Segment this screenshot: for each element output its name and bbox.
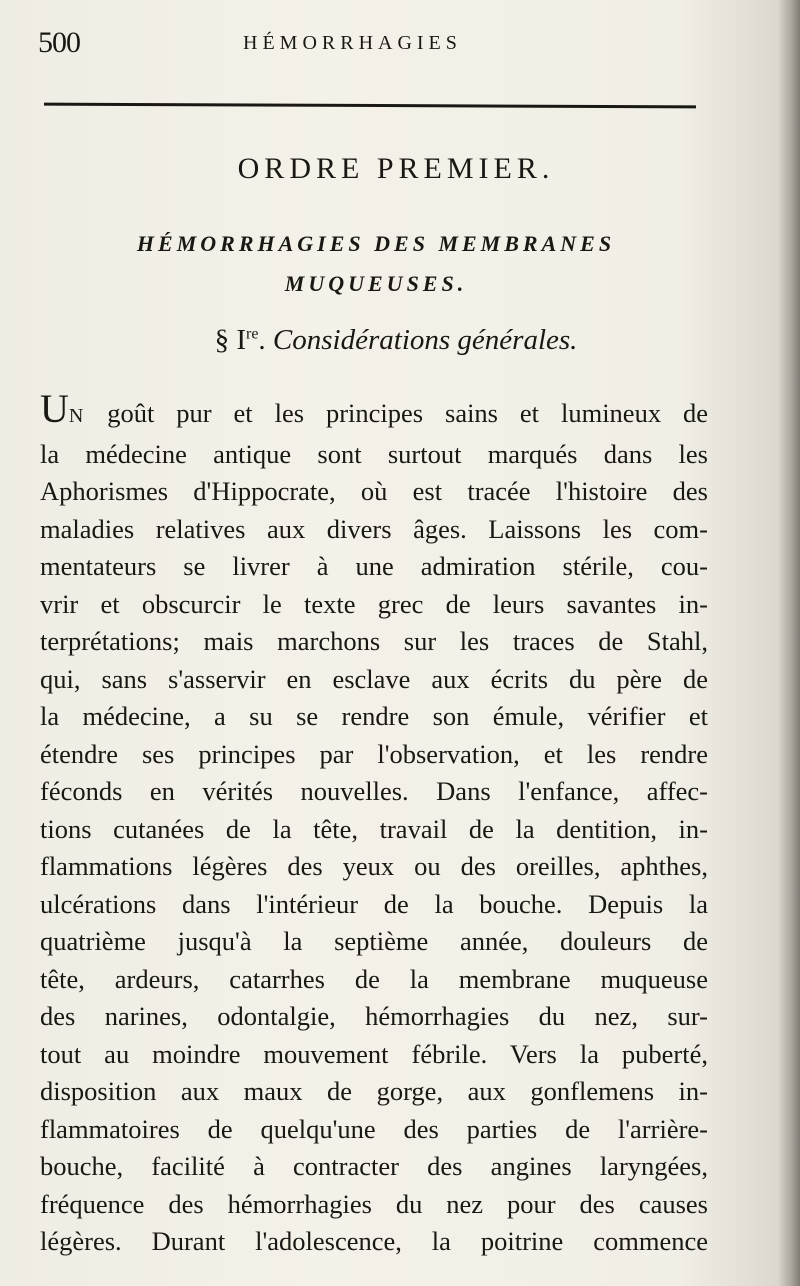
body-paragraph [40,386,708,1261]
subsection-heading [40,324,752,357]
text-line: bouche, facilité à contracter des angines laryngées, [40,1151,708,1181]
text-line: qui, sans s'asservir en esclave aux écrits du père de [40,663,708,694]
drop-cap: U [40,386,69,431]
text-line: maladies relatives aux divers âges. Laissons les com- [40,513,708,544]
section-title [56,224,696,304]
text-line: vrir et obscurcir le texte grec de leurs savantes in- [40,588,708,619]
text-line: la médecine antique sont surtout marqués dans les [40,438,708,469]
text-line: la médecine, a su se rendre son émule, vérifier et [40,701,708,731]
page-edge-shadow [778,0,800,1286]
text-line: fréquence des hémorrhagies du nez pour des causes [40,1188,708,1219]
text-line: étendre ses principes par l'observation, et les rendre [40,738,708,769]
subsection-title: Considérations générales. [272,324,578,356]
text-line: tout au moindre mouvement fébrile. Vers la puberté, [40,1038,708,1069]
running-title: HÉMORRHAGIES [243,32,462,54]
text-line: légères. Durant l'adolescence, la poitrine commence [40,1226,708,1256]
text-line: tions cutanées de la tête, travail de la dentition, in- [40,813,708,844]
drop-cap-small: N [68,405,86,427]
text-line: UN goût pur et les principes sains et lumineux de [40,386,708,431]
text-line: quatrième jusqu'à la septième année, douleurs de [40,926,708,956]
section-title-line-2: MUQUEUSES. [284,271,468,296]
text-line: Aphorismes d'Hippocrate, où est tracée l'histoire des [40,476,708,506]
text-line: mentateurs se livrer à une admiration stérile, cou- [40,551,708,581]
subsection-number: § Ire. [214,324,266,356]
text-line: féconds en vérités nouvelles. Dans l'enfance, affec- [40,776,708,806]
text-line: terprétations; mais marchons sur les traces de Stahl, [40,626,708,656]
text-line: des narines, odontalgie, hémorrhagies du nez, sur- [40,1001,708,1031]
header-rule [44,103,696,109]
text-line: flammations légères des yeux ou des oreilles, aphthes, [40,851,708,881]
text-line: flammatoires de quelqu'une des parties de l'arrière- [40,1113,708,1144]
text-line: ulcérations dans l'intérieur de la bouche. Depuis la [40,888,708,919]
subsection-superscript: re [245,325,259,343]
text-line: disposition aux maux de gorge, aux gonflemens in- [40,1076,708,1106]
page-number: 500 [38,26,80,59]
running-head [38,26,698,62]
section-title-line-1: HÉMORRHAGIES DES MEMBRANES [136,231,616,256]
order-title: ORDRE PREMIER. [237,152,555,185]
text-line: tête, ardeurs, catarrhes de la membrane muqueuse [40,963,708,994]
